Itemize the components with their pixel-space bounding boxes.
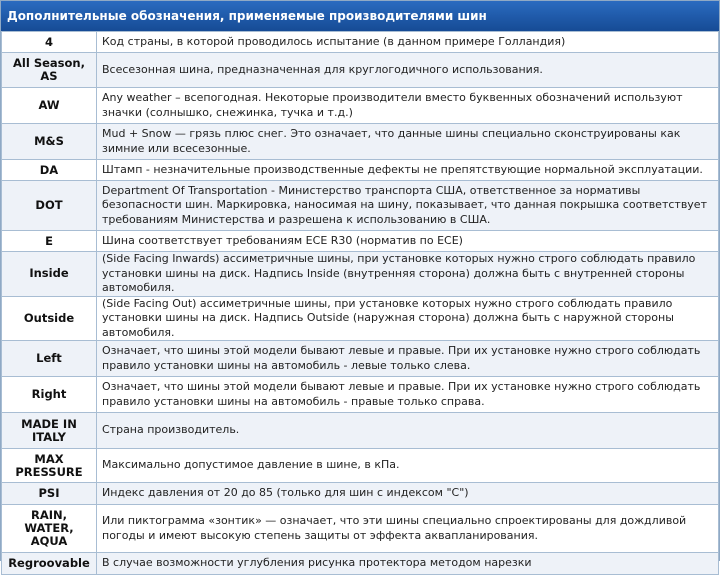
marking-code: M&S [2, 124, 97, 160]
marking-description: Страна производитель. [97, 413, 719, 449]
table-row [2, 53, 719, 88]
marking-code: 4 [2, 32, 97, 53]
marking-code: All Season, AS [2, 53, 97, 88]
marking-description: Означает, что шины этой модели бывают левые и правые. При их установке нужно строго соблюдать правило установки шины на автомобиль - правые только справа. [97, 377, 719, 413]
marking-description: (Side Facing Out) ассиметричные шины, при установке которых нужно строго соблюдать правило установки шины на диск. Надпись Outside (наружная сторона) должна быть с наружной стороны автомобиля. [97, 296, 719, 341]
markings-table [1, 31, 719, 575]
marking-code: DA [2, 160, 97, 181]
marking-description: Означает, что шины этой модели бывают левые и правые. При их установке нужно строго соблюдать правило установки шины на автомобиль - левые только слева. [97, 341, 719, 377]
marking-description: В случае возможности углубления рисунка протектора методом нарезки [97, 553, 719, 575]
table-row [2, 88, 719, 124]
marking-description: Всесезонная шина, предназначенная для круглогодичного использования. [97, 53, 719, 88]
marking-code: E [2, 231, 97, 252]
marking-code: Right [2, 377, 97, 413]
table-row [2, 449, 719, 483]
table-row [2, 32, 719, 53]
table-row [2, 231, 719, 252]
marking-description: Код страны, в которой проводилось испытание (в данном примере Голландия) [97, 32, 719, 53]
table-row [2, 124, 719, 160]
marking-code: Inside [2, 252, 97, 297]
marking-description: Максимально допустимое давление в шине, в кПа. [97, 449, 719, 483]
table-row [2, 377, 719, 413]
marking-description: Mud + Snow — грязь плюс снег. Это означает, что данные шины специально сконструированы как зимние или всесезонные. [97, 124, 719, 160]
table-title: Дополнительные обозначения, применяемые производителями шин [1, 1, 719, 31]
table-row [2, 341, 719, 377]
table-row [2, 296, 719, 341]
table-row [2, 483, 719, 505]
marking-code: MAX PRESSURE [2, 449, 97, 483]
marking-description: Шина соответствует требованиям ECE R30 (норматив по ECE) [97, 231, 719, 252]
marking-description: Штамп - незначительные производственные дефекты не препятствующие нормальной эксплуатации. [97, 160, 719, 181]
marking-description: (Side Facing Inwards) ассиметричные шины, при установке которых нужно строго соблюдать правило установки шины на диск. Надпись Inside (внутренняя сторона) должна быть с внутренней стороны автомобиля. [97, 252, 719, 297]
marking-code: PSI [2, 483, 97, 505]
marking-code: AW [2, 88, 97, 124]
marking-code: MADE IN ITALY [2, 413, 97, 449]
marking-code: Regroovable [2, 553, 97, 575]
marking-description: Или пиктограмма «зонтик» — означает, что эти шины специально спроектированы для дождливой погоды и имеют высокую степень защиты от эффекта аквапланирования. [97, 505, 719, 553]
table-row [2, 181, 719, 231]
marking-code: RAIN, WATER, AQUA [2, 505, 97, 553]
table-row [2, 413, 719, 449]
marking-description: Department Of Transportation - Министерство транспорта США, ответственное за нормативы безопасности шин. Маркировка, наносимая на шину, показывает, что данная покрышка соответствует требованиям Министерства и разрешена к использованию в США. [97, 181, 719, 231]
marking-code: DOT [2, 181, 97, 231]
table-row [2, 160, 719, 181]
marking-code: Left [2, 341, 97, 377]
marking-description: Индекс давления от 20 до 85 (только для шин с индексом "C") [97, 483, 719, 505]
table-row [2, 252, 719, 297]
marking-code: Outside [2, 296, 97, 341]
table-row [2, 505, 719, 553]
table-row [2, 553, 719, 575]
marking-description: Any weather – всепогодная. Некоторые производители вместо буквенных обозначений используют значки (солнышко, снежинка, тучка и т.д.) [97, 88, 719, 124]
